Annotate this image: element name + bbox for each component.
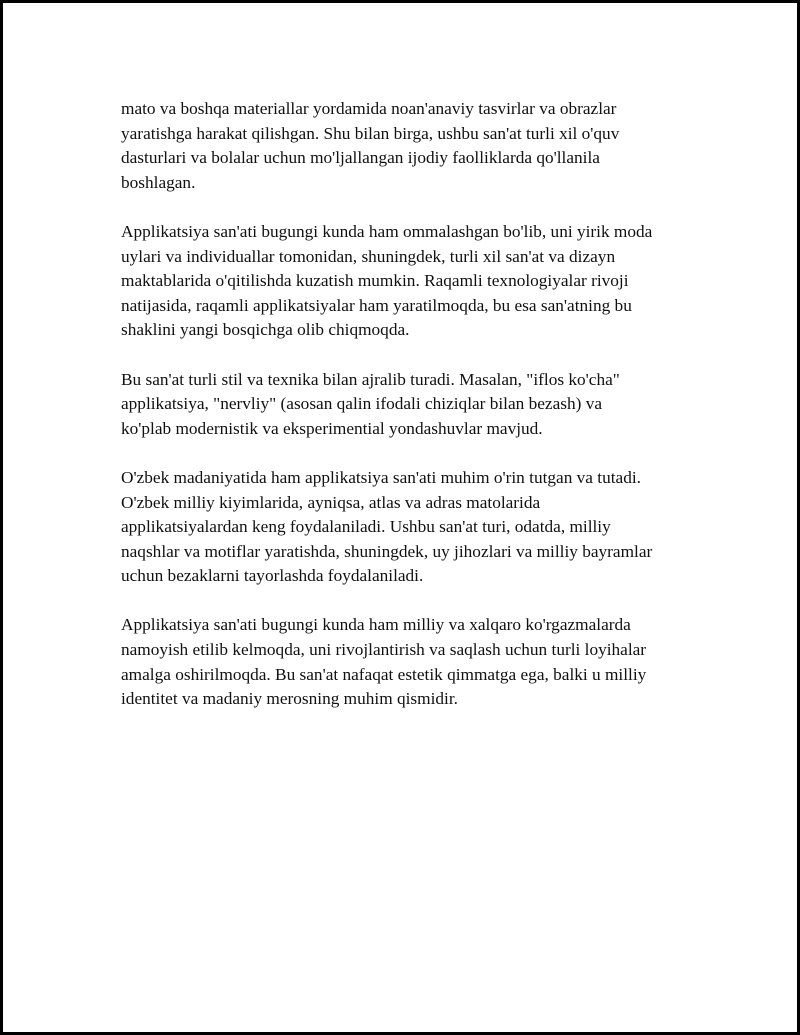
text-line: yaratishga harakat qilishgan. Shu bilan birga, ushbu san'at turli xil o'quv — [121, 123, 620, 143]
text-line: applikatsiyalardan keng foydalaniladi. Ushbu san'at turi, odatda, milliy — [121, 517, 611, 537]
text-line: ko'plab modernistik va eksperimential yondashuvlar mavjud. — [121, 418, 543, 438]
paragraph-4 — [121, 466, 701, 589]
text-line: uylari va individuallar tomonidan, shuningdek, turli xil san'at va dizayn — [121, 246, 616, 266]
text-line: naqshlar va motiflar yaratishda, shuningdek, uy jihozlari va milliy bayramlar — [121, 541, 653, 561]
text-line: uchun bezaklarni tayorlashda foydalaniladi. — [121, 566, 424, 586]
text-line: Bu san'at turli stil va texnika bilan ajralib turadi. Masalan, "iflos ko'cha" — [121, 369, 620, 389]
text-line: maktablarida o'qitilishda kuzatish mumkin. Raqamli texnologiyalar rivoji — [121, 271, 629, 291]
paragraph-3 — [121, 368, 701, 442]
text-line: Applikatsiya san'ati bugungi kunda ham milliy va xalqaro ko'rgazmalarda — [121, 615, 631, 635]
text-line: natijasida, raqamli applikatsiyalar ham yaratilmoqda, bu esa san'atning bu — [121, 295, 632, 315]
paragraph-1 — [121, 97, 701, 195]
text-line: boshlagan. — [121, 172, 196, 192]
paragraph-5 — [121, 613, 701, 711]
text-line: mato va boshqa materiallar yordamida noan'anaviy tasvirlar va obrazlar — [121, 99, 617, 118]
text-line: dasturlari va bolalar uchun mo'ljallangan ijodiy faolliklarda qo'llanila — [121, 148, 600, 168]
text-line: identitet va madaniy merosning muhim qismidir. — [121, 689, 458, 709]
text-line: O'zbek milliy kiyimlarida, ayniqsa, atlas va adras matolarida — [121, 492, 541, 512]
text-line: applikatsiya, "nervliy" (asosan qalin ifodali chiziqlar bilan bezash) va — [121, 394, 603, 414]
text-line: shaklini yangi bosqichga olib chiqmoqda. — [121, 320, 410, 340]
text-line: Applikatsiya san'ati bugungi kunda ham ommalashgan bo'lib, uni yirik moda — [121, 221, 653, 241]
document-body — [121, 97, 701, 736]
text-line: namoyish etilib kelmoqda, uni rivojlantirish va saqlash uchun turli loyihalar — [121, 640, 647, 660]
paragraph-2 — [121, 220, 701, 343]
text-line: O'zbek madaniyatida ham applikatsiya san'ati muhim o'rin tutgan va tutadi. — [121, 467, 641, 487]
text-line: amalga oshirilmoqda. Bu san'at nafaqat estetik qimmatga ega, balki u milliy — [121, 664, 647, 684]
